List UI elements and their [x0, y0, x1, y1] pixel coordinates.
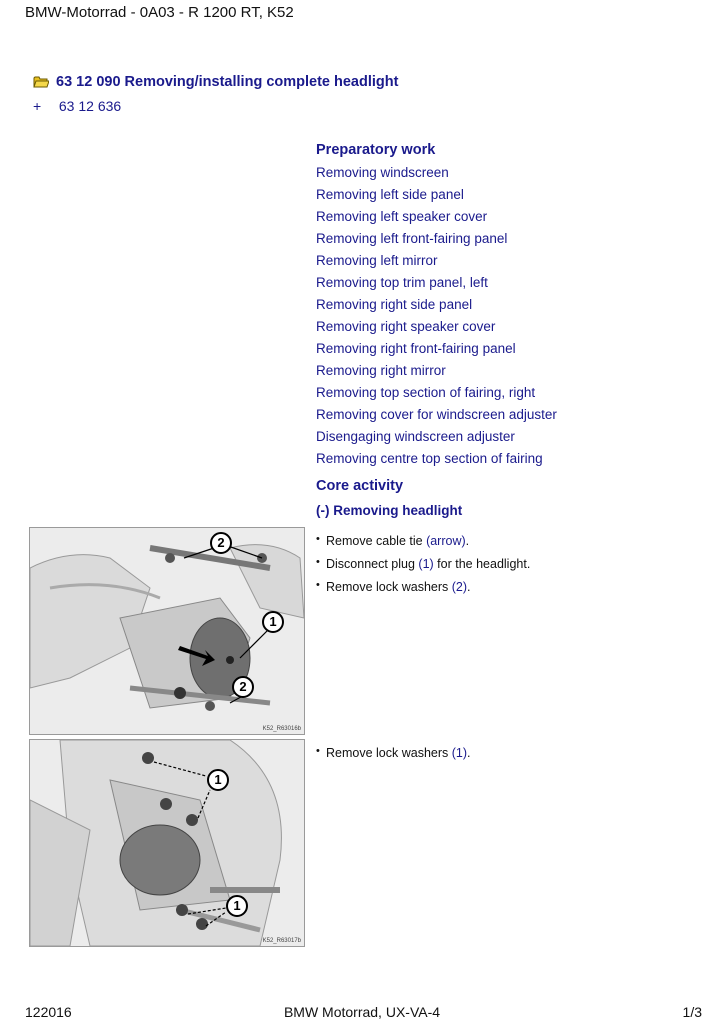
- step-remove-lock-washers: • Remove lock washers (1).: [316, 744, 471, 767]
- step-remove-lock-washers: • Remove lock washers (2).: [316, 578, 530, 601]
- related-code-row: [33, 98, 121, 114]
- prep-item[interactable]: Removing right side panel: [316, 297, 473, 312]
- headlight-illustration-2: [30, 740, 304, 946]
- callout-2-top: 2: [210, 532, 232, 554]
- prep-item[interactable]: Removing top section of fairing, right: [316, 385, 536, 400]
- ref-1[interactable]: (1): [418, 557, 434, 571]
- folder-icon: [33, 75, 49, 89]
- footer-page-number: 1/3: [682, 1004, 702, 1020]
- callout-2-bottom: 2: [232, 676, 254, 698]
- figure-headlight-mount: [29, 739, 305, 947]
- callout-1: 1: [262, 611, 284, 633]
- prep-item[interactable]: Removing right speaker cover: [316, 319, 496, 334]
- prep-item[interactable]: Removing right front-fairing panel: [316, 341, 516, 356]
- footer-date: 122016: [25, 1004, 72, 1020]
- preparatory-heading: Preparatory work: [316, 142, 436, 158]
- prep-item[interactable]: Removing cover for windscreen adjuster: [316, 407, 557, 422]
- related-code[interactable]: 63 12 636: [58, 98, 122, 114]
- preparatory-section: [316, 140, 557, 470]
- step-remove-cable-tie: • Remove cable tie (arrow).: [316, 532, 530, 555]
- prep-item[interactable]: Removing left side panel: [316, 187, 464, 202]
- steps-group-2: [316, 744, 471, 767]
- prep-item[interactable]: Removing left front-fairing panel: [316, 231, 508, 246]
- figure-id: K52_R63016b: [262, 726, 301, 732]
- prep-item[interactable]: Removing left mirror: [316, 253, 438, 268]
- core-activity-heading: Core activity: [316, 478, 404, 494]
- figure-headlight-connector: [29, 527, 305, 735]
- ref-arrow[interactable]: (arrow): [426, 534, 466, 548]
- figure-id: K52_R63017b: [262, 938, 301, 944]
- callout-1-upper: 1: [207, 769, 229, 791]
- headlight-illustration-1: [30, 528, 304, 734]
- prep-item[interactable]: Removing left speaker cover: [316, 209, 488, 224]
- plus-icon[interactable]: +: [33, 98, 42, 114]
- prep-item[interactable]: Removing top trim panel, left: [316, 275, 488, 290]
- removing-headlight-subheading: (-) Removing headlight: [316, 503, 463, 518]
- prep-item[interactable]: Removing windscreen: [316, 165, 449, 180]
- ref-2[interactable]: (2): [451, 580, 468, 594]
- prep-item[interactable]: Removing right mirror: [316, 363, 446, 378]
- callout-1-lower: 1: [226, 895, 248, 917]
- prep-item[interactable]: Disengaging windscreen adjuster: [316, 429, 515, 444]
- ref-1[interactable]: (1): [451, 746, 468, 760]
- step-disconnect-plug: • Disconnect plug (1) for the headlight.: [316, 555, 530, 578]
- preparatory-list: [316, 162, 557, 470]
- page-header: BMW-Motorrad - 0A03 - R 1200 RT, K52: [25, 4, 294, 21]
- steps-group-1: [316, 532, 530, 601]
- footer-source: BMW Motorrad, UX-VA-4: [283, 1004, 441, 1020]
- document-title[interactable]: 63 12 090 Removing/installing complete headlight: [56, 74, 399, 90]
- prep-item[interactable]: Removing centre top section of fairing: [316, 451, 543, 466]
- document-title-row: [33, 74, 398, 90]
